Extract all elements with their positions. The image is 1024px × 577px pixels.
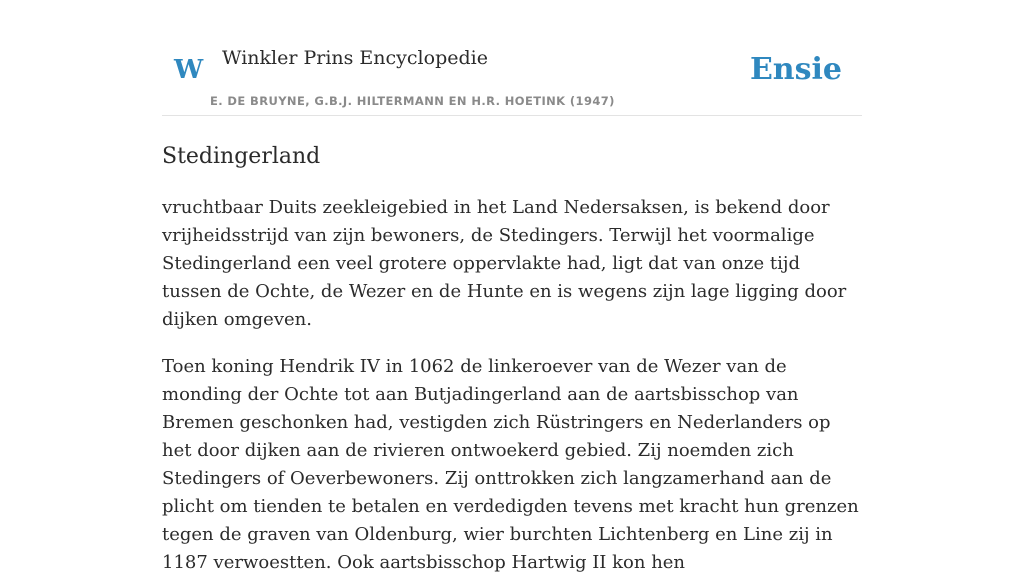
article-paragraph-2: Toen koning Hendrik IV in 1062 de linkeroever van de Wezer van de monding der Ochte tot aan Butjadingerland aan de aartsbisschop van Bremen geschonken had, vestigden zich Rüstringers en Nederlanders op het door dijken aan de rivieren ontwoekerd gebied. Zij noemden zich Stedingers of Oeverbewoners. Zij onttrokken zich langzamerhand aan de plicht om tienden te betalen en verdedigden tevens met kracht hun grenzen tegen de graven van Oldenburg, wier burchten Lichtenberg en Line zij in 1187 verwoestten. Ook aartsbisschop Hartwig II kon hen bbox=[162, 356, 859, 573]
source-title[interactable]: Winkler Prins Encyclopedie bbox=[222, 47, 488, 69]
article-headword: Stedingerland bbox=[162, 144, 321, 169]
ensie-brand-link[interactable]: Ensie bbox=[749, 52, 842, 87]
source-authors: E. DE BRUYNE, G.B.J. HILTERMANN EN H.R. HOETINK (1947) bbox=[210, 94, 615, 108]
article-paragraph-1: vruchtbaar Duits zeekleigebied in het Land Nedersaksen, is bekend door vrijheidsstrijd van zijn bewoners, de Stedingers. Terwijl het voormalige Stedingerland een veel grotere oppervlakte had, ligt dat van onze tijd tussen de Ochte, de Wezer en de Hunte en is wegens zijn lage ligging door dijken omgeven. bbox=[162, 197, 847, 330]
page bbox=[162, 0, 862, 577]
site-header bbox=[162, 0, 862, 116]
winkler-prins-logo-icon[interactable]: W bbox=[174, 55, 204, 85]
